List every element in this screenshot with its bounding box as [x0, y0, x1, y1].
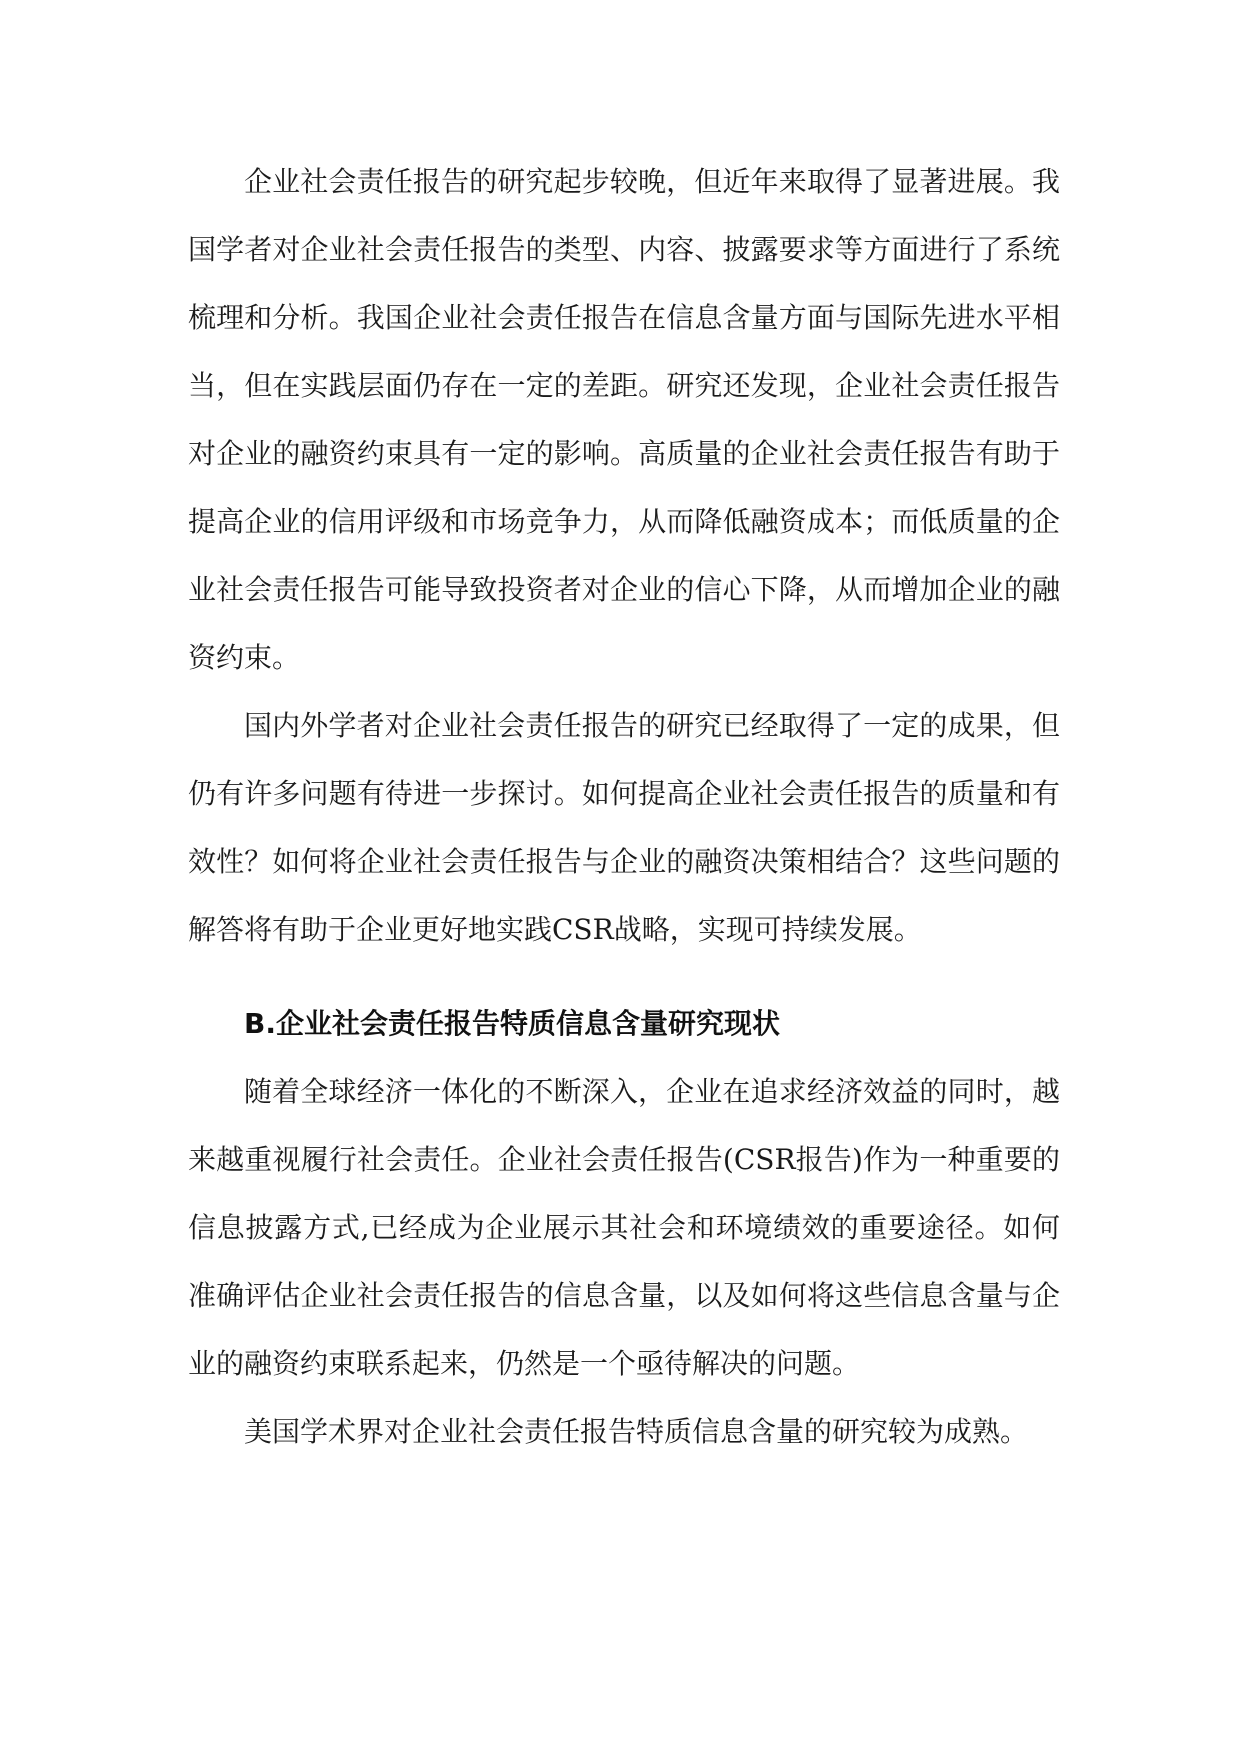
document-body [188, 148, 1060, 1466]
paragraph: 随着全球经济一体化的不断深入，企业在追求经济效益的同时，越来越重视履行社会责任。企业社会责任报告(CSR报告)作为一种重要的信息披露方式,已经成为企业展示其社会和环境绩效的重要途径。如何准确评估企业社会责任报告的信息含量，以及如何将这些信息含量与企业的融资约束联系起来，仍然是一个亟待解决的问题。 [188, 1075, 1060, 1380]
section-heading: B.企业社会责任报告特质信息含量研究现状 [244, 1007, 780, 1040]
paragraph: 国内外学者对企业社会责任报告的研究已经取得了一定的成果，但仍有许多问题有待进一步探讨。如何提高企业社会责任报告的质量和有效性？如何将企业社会责任报告与企业的融资决策相结合？这些问题的解答将有助于企业更好地实践CSR战略，实现可持续发展。 [188, 709, 1060, 946]
paragraph: 企业社会责任报告的研究起步较晚，但近年来取得了显著进展。我国学者对企业社会责任报告的类型、内容、披露要求等方面进行了系统梳理和分析。我国企业社会责任报告在信息含量方面与国际先进水平相当，但在实践层面仍存在一定的差距。研究还发现，企业社会责任报告对企业的融资约束具有一定的影响。高质量的企业社会责任报告有助于提高企业的信用评级和市场竞争力，从而降低融资成本；而低质量的企业社会责任报告可能导致投资者对企业的信心下降，从而增加企业的融资约束。 [188, 165, 1060, 674]
paragraph: 美国学术界对企业社会责任报告特质信息含量的研究较为成熟。 [244, 1415, 1029, 1448]
